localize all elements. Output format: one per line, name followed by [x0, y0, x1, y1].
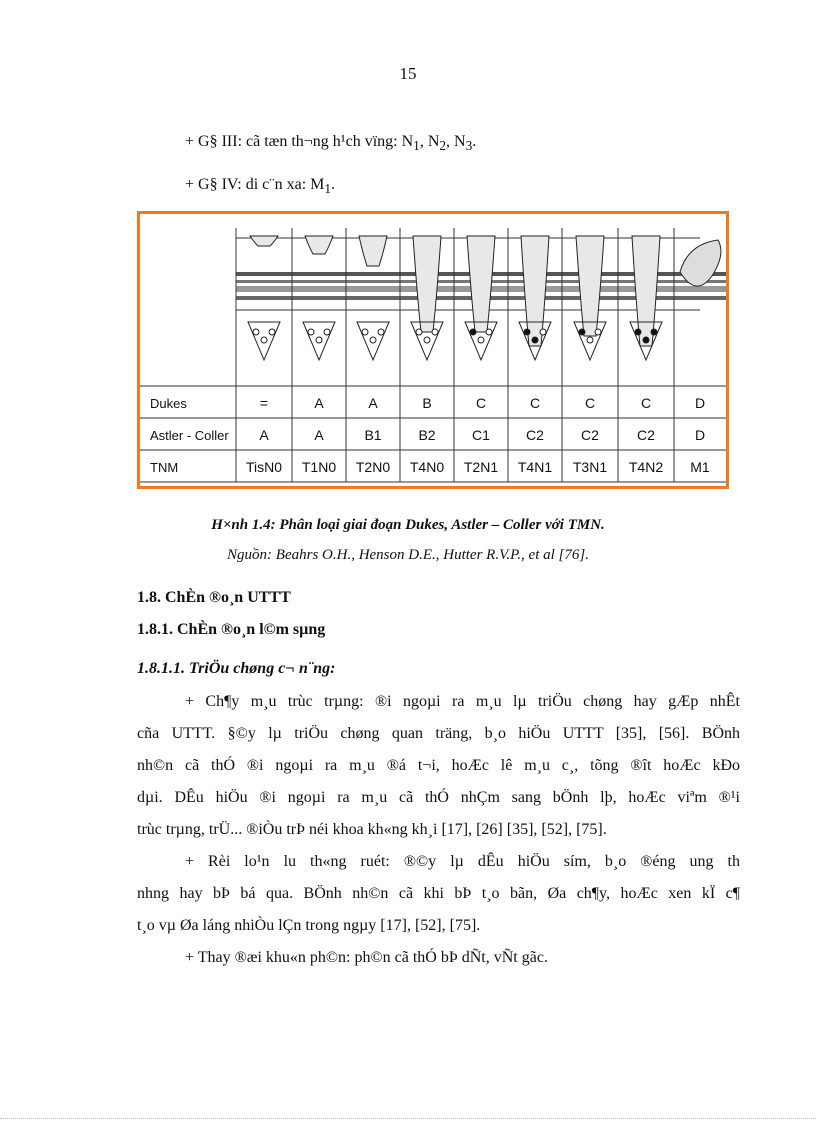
- lymph-node: [253, 329, 259, 335]
- lymph-node: [378, 329, 384, 335]
- sep: , N: [446, 133, 466, 150]
- section-heading: 1.8. ChÈn ®o¸n UTTT: [137, 589, 291, 606]
- lymph-node-drawings: [248, 322, 662, 360]
- liver-metastasis-drawing: [680, 240, 721, 286]
- sep: , N: [419, 133, 440, 150]
- table-cell: C: [475, 395, 487, 411]
- lymph-node: [524, 329, 530, 335]
- table-cell: B: [422, 395, 432, 411]
- para-line: + Thay ®æi khu«n ph©n: ph©n cã thÓ bÞ dÑt, vÑt gãc.: [185, 949, 548, 966]
- lymph-node: [362, 329, 368, 335]
- table-cell: A: [314, 427, 324, 443]
- table-cell: C: [529, 395, 541, 411]
- para-line: dµi. DÊu hiÖu ®i ngoµi ra m¸u cã thÓ nhÇm sang bÖnh lþ, hoÆc viªm ®¹i: [137, 789, 740, 806]
- table-row-label: Dukes: [150, 396, 187, 411]
- table-cell: C1: [472, 427, 490, 443]
- para-line: t¸o vµ Øa láng nhiÒu lÇn trong ngµy [17], [52], [75].: [137, 917, 481, 934]
- table-cell: C: [640, 395, 652, 411]
- lymph-node: [470, 329, 476, 335]
- stage-iii-line: [185, 133, 476, 154]
- table-cell: T4N2: [628, 459, 664, 475]
- table-row-label: TNM: [150, 460, 179, 475]
- sub: 2: [439, 138, 447, 154]
- staging-table: [140, 386, 726, 482]
- figure-caption: H×nh 1.4: Phân loại giai đoạn Dukes, Astler – Coller với TMN.: [211, 517, 605, 533]
- lymph-node: [643, 337, 649, 343]
- paragraph-stool-shape: [185, 942, 548, 974]
- tumor-mark: [576, 236, 604, 336]
- page-number: 15: [399, 64, 417, 83]
- lymph-node: [324, 329, 330, 335]
- table-cell: T1N0: [301, 459, 337, 475]
- tumor-mark: [250, 236, 278, 246]
- stage-iii-text: + G§ III: cã tæn th¬ng h¹ch vïng: N: [185, 133, 414, 150]
- staging-figure-svg: [140, 214, 726, 486]
- stage-iv-line: [185, 176, 335, 197]
- lymph-node: [579, 329, 585, 335]
- table-cell: M1: [690, 459, 710, 475]
- suffix: .: [331, 176, 336, 193]
- lymph-node: [651, 329, 657, 335]
- tumor-mark: [359, 236, 387, 266]
- table-cell: B2: [418, 427, 436, 443]
- lymph-node: [308, 329, 314, 335]
- table-cell: A: [259, 427, 269, 443]
- lymph-node: [269, 329, 275, 335]
- table-cell: C2: [526, 427, 544, 443]
- para-line: + Ch¶y m¸u trùc trµng: ®i ngoµi ra m¸u lµ triÖu chøng hay gÆp nhÊt: [185, 693, 740, 710]
- table-cell: C2: [637, 427, 655, 443]
- para-line: cña UTTT. §©y lµ triÖu chøng quan träng, b¸o hiÖu UTTT [35], [56]. BÖnh: [137, 725, 740, 742]
- lymph-node: [532, 337, 538, 343]
- paragraph-bowel-habit: [137, 846, 740, 942]
- table-cell: A: [314, 395, 324, 411]
- lymph-node: [478, 337, 484, 343]
- para-line: nhng hay bÞ bá qua. BÖnh nh©n cã khi bÞ t¸o bãn, Øa ch¶y, hoÆc xen kÏ c¶: [137, 885, 740, 902]
- sub: 1: [413, 138, 420, 154]
- table-cell: =: [259, 395, 269, 411]
- paragraph-bleeding: [137, 686, 740, 846]
- lymph-node: [486, 329, 492, 335]
- lymph-node: [595, 329, 601, 335]
- lymph-node: [587, 337, 593, 343]
- table-cell: A: [368, 395, 378, 411]
- para-line: trùc trµng, trÜ... ®iÒu trÞ néi khoa kh«ng kh¸i [17], [26] [35], [52], [75].: [137, 821, 607, 838]
- table-cell: T3N1: [572, 459, 608, 475]
- table-cell: T4N0: [409, 459, 445, 475]
- table-cell: T2N0: [355, 459, 391, 475]
- lymph-node: [635, 329, 641, 335]
- table-row-label: Astler - Coller: [150, 428, 229, 443]
- table-cell: C: [584, 395, 596, 411]
- tumor-mark: [413, 236, 441, 332]
- tumor-mark: [467, 236, 495, 332]
- table-cell: C2: [581, 427, 599, 443]
- lymph-node: [424, 337, 430, 343]
- suffix: .: [472, 133, 477, 150]
- lymph-node: [370, 337, 376, 343]
- sub: 3: [465, 138, 473, 154]
- table-cell: TisN0: [245, 459, 283, 475]
- para-line: nh©n cã thÓ ®i ngoµi ra m¸u ®á t¬i, hoÆc lê m¸u c¸, tõng ®ît hoÆc kÐo: [137, 757, 740, 774]
- lymph-node: [261, 337, 267, 343]
- lymph-node: [540, 329, 546, 335]
- para-line: + Rèi lo¹n lu th«ng ruét: ®©y lµ dÊu hiÖu sím, b¸o ®éng ung th: [185, 853, 740, 870]
- table-cell: D: [694, 427, 706, 443]
- page-bottom-border: [0, 1118, 816, 1119]
- table-cell: D: [694, 395, 706, 411]
- tumor-mark: [305, 236, 333, 254]
- lymph-node: [316, 337, 322, 343]
- staging-figure: [137, 211, 729, 489]
- table-cell: B1: [364, 427, 382, 443]
- lymph-node: [416, 329, 422, 335]
- sub: 1: [324, 181, 332, 197]
- table-cell: T2N1: [463, 459, 499, 475]
- figure-source: Nguồn: Beahrs O.H., Henson D.E., Hutter R.V.P., et al [76].: [227, 547, 589, 563]
- table-cell: T4N1: [517, 459, 553, 475]
- subsubsection-heading: 1.8.1.1. TriÖu chøng c¬ n¨ng:: [137, 660, 336, 677]
- stage-iv-text: + G§ IV: di c¨n xa: M: [185, 176, 325, 193]
- lymph-node: [432, 329, 438, 335]
- subsection-heading: 1.8.1. ChÈn ®o¸n l©m sµng: [137, 621, 326, 638]
